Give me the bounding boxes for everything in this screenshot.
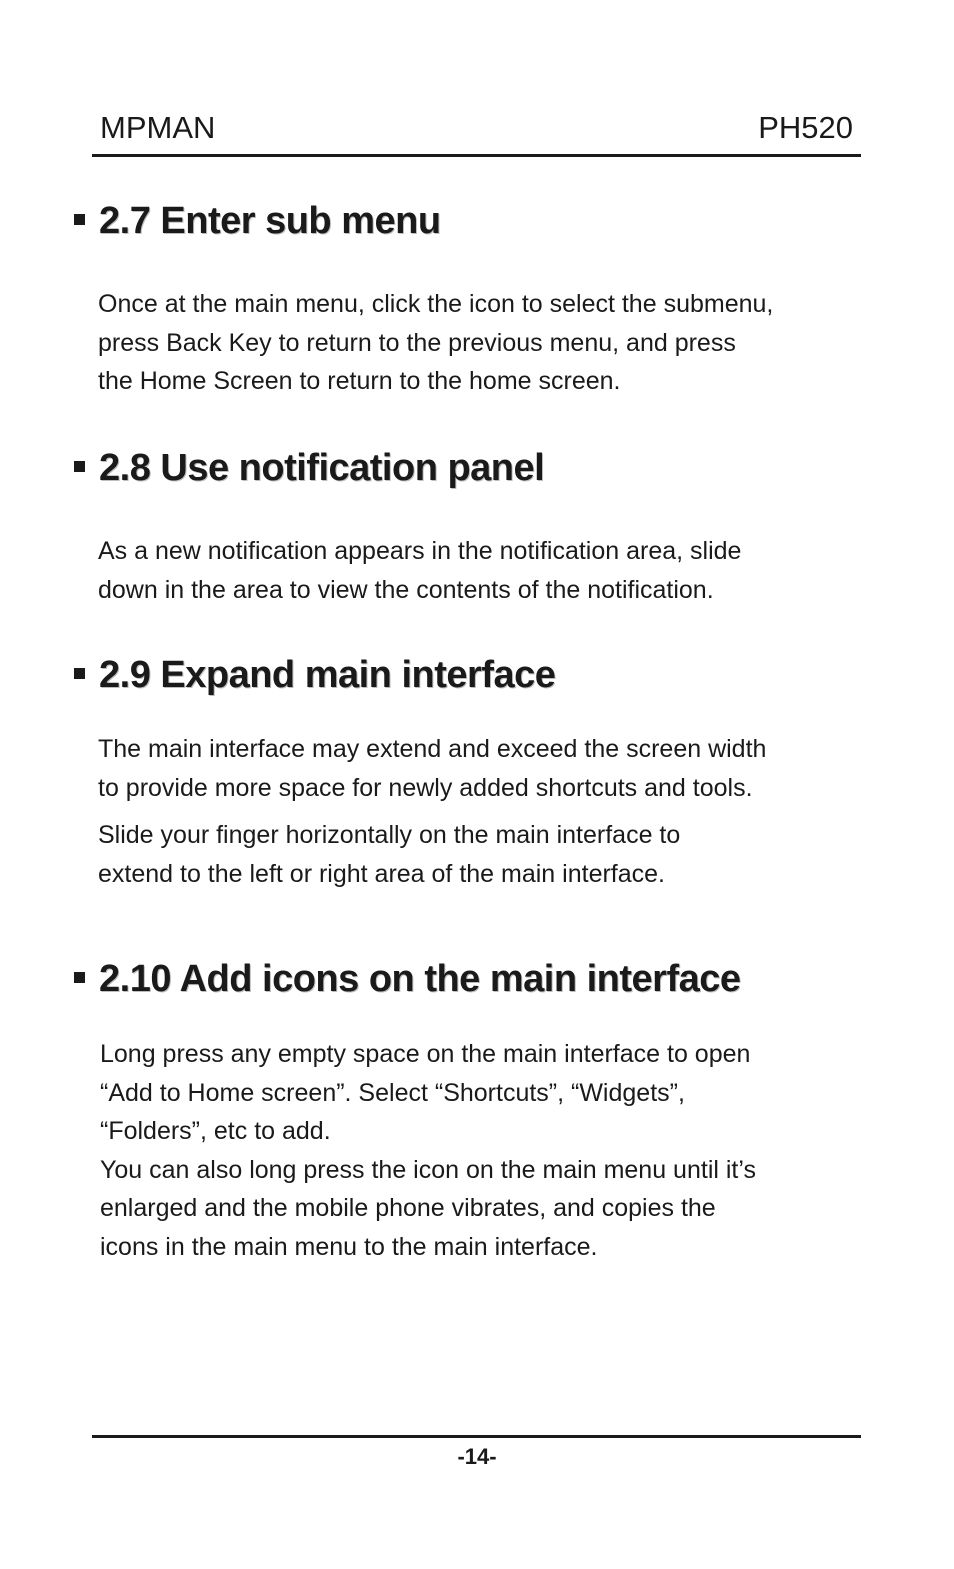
text-line: to provide more space for newly added shortcuts and tools. — [98, 773, 753, 802]
text-line: enlarged and the mobile phone vibrates, and copies the — [100, 1194, 716, 1222]
text-line: down in the area to view the contents of the notification. — [98, 575, 714, 604]
text-line: Long press any empty space on the main interface to open — [100, 1040, 751, 1068]
text-line: Once at the main menu, click the icon to select the submenu, — [98, 290, 774, 318]
text-line: You can also long press the icon on the main menu until it’s — [100, 1155, 756, 1184]
text-line: “Folders”, etc to add. — [100, 1117, 331, 1145]
section-title: 2.7 Enter sub menu — [99, 200, 441, 242]
brand-name: MPMAN — [100, 110, 216, 145]
section-heading-2-7 — [74, 199, 441, 243]
section-title: 2.9 Expand main interface — [99, 654, 556, 696]
section-heading-2-8 — [74, 446, 544, 490]
bullet-square-icon — [74, 668, 85, 679]
text-line: the Home Screen to return to the home screen. — [98, 367, 621, 395]
section-heading-2-9 — [74, 653, 555, 697]
section-title: 2.10 Add icons on the main interface — [99, 958, 741, 1000]
section-paragraph — [98, 532, 861, 609]
bullet-square-icon — [74, 972, 85, 983]
text-line: extend to the left or right area of the main interface. — [98, 859, 665, 888]
bullet-square-icon — [74, 461, 85, 472]
page-header — [92, 104, 861, 157]
text-line: icons in the main menu to the main interface. — [100, 1232, 598, 1261]
text-line: As a new notification appears in the notification area, slide — [98, 537, 742, 565]
footer-divider — [92, 1435, 861, 1438]
bullet-square-icon — [74, 214, 85, 225]
section-paragraph — [98, 285, 861, 401]
section-paragraph — [100, 1035, 861, 1266]
section-paragraph — [98, 730, 861, 807]
model-name: PH520 — [758, 110, 853, 145]
page-number: -14- — [457, 1444, 497, 1469]
text-line: press Back Key to return to the previous menu, and press — [98, 328, 736, 357]
section-heading-2-10 — [74, 957, 741, 1001]
section-paragraph — [98, 816, 861, 893]
section-title: 2.8 Use notification panel — [99, 447, 545, 489]
text-line: Slide your finger horizontally on the main interface to — [98, 821, 681, 849]
text-line: The main interface may extend and exceed the screen width — [98, 735, 767, 763]
text-line: “Add to Home screen”. Select “Shortcuts”, “Widgets”, — [100, 1078, 685, 1107]
